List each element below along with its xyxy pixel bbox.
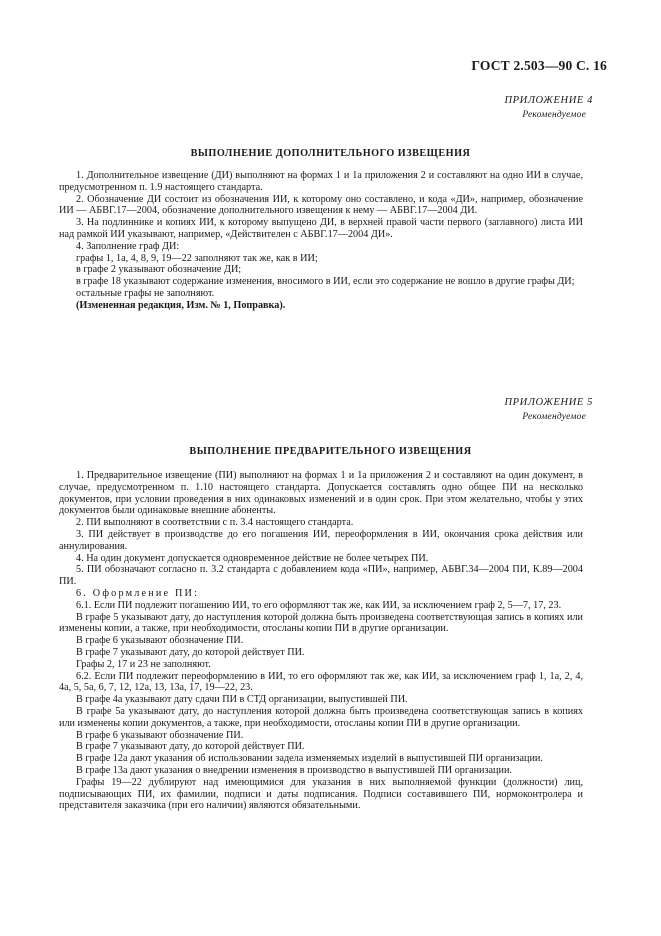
paragraph: 3. ПИ действует в производстве до его погашения ИИ, переоформления в ИИ, окончания срока действия или аннулирования. xyxy=(59,528,583,552)
appendix-5-title: ВЫПОЛНЕНИЕ ПРЕДВАРИТЕЛЬНОГО ИЗВЕЩЕНИЯ xyxy=(189,446,472,457)
paragraph: остальные графы не заполняют. xyxy=(76,287,215,299)
paragraph: В графе 5 указывают дату, до наступления которой должна быть произведена соответствующая запись в копиях или изменены копии, а также, при необходимости, отосланы копии ПИ в другие организации. xyxy=(59,611,583,635)
paragraph: Графы 19—22 дублируют над имеющимися для указания в них выполняемой функции (должности) лиц, подписывающих ПИ, их фамилии, подписи и даты подписания. Подписи составившего ПИ, нормоконтролера и представителя заказчика (при его наличии) являются обязательными. xyxy=(59,776,583,812)
appendix-4-body xyxy=(59,170,583,312)
appendix-4-title: ВЫПОЛНЕНИЕ ДОПОЛНИТЕЛЬНОГО ИЗВЕЩЕНИЯ xyxy=(190,148,471,159)
paragraph: 4. На один документ допускается одновременное действие не более четырех ПИ. xyxy=(76,552,429,564)
appendix-5-body xyxy=(59,470,583,812)
paragraph: 1. Дополнительное извещение (ДИ) выполняют на формах 1 и 1а приложения 2 и составляют на одно ИИ в случае, предусмотренном п. 1.9 настоящего стандарта. xyxy=(59,170,583,193)
appendix-5-recommended: Рекомендуемое xyxy=(522,412,586,422)
appendix-4-recommended: Рекомендуемое xyxy=(522,110,586,120)
paragraph: В графе 6 указывают обозначение ПИ. xyxy=(76,635,244,647)
paragraph: В графе 4а указывают дату сдачи ПИ в СТД организации, выпустившей ПИ. xyxy=(76,694,408,706)
page-header: ГОСТ 2.503—90 С. 16 xyxy=(471,58,607,73)
paragraph: В графе 7 указывают дату, до которой действует ПИ. xyxy=(76,741,305,753)
revision-note: (Измененная редакция, Изм. № 1, Поправка). xyxy=(76,299,286,311)
paragraph: В графе 7 указывают дату, до которой действует ПИ. xyxy=(76,646,305,658)
paragraph: В графе 6 указывают обозначение ПИ. xyxy=(76,729,244,741)
paragraph: 2. ПИ выполняют в соответствии с п. 3.4 настоящего стандарта. xyxy=(76,517,354,529)
appendix-4-label-block xyxy=(504,94,593,122)
paragraph: В графе 5а указывают дату, до наступления которой должна быть произведена соответствующая запись в копиях или изменены копии документов, а также, при необходимости, отосланы копии ПИ в другие организации. xyxy=(59,705,583,729)
paragraph: 1. Предварительное извещение (ПИ) выполняют на формах 1 и 1а приложения 2 и составляют на один документ, в случае, предусмотренном п. 1.10 настоящего стандарта. Допускается составлять одно общее ПИ на несколько документов, при условии проведения в них одинаковых изменений и в один срок. При этом желательно, чтобы у этих документов были одинаковые внешние абоненты. xyxy=(59,470,583,517)
paragraph: В графе 12а дают указания об использовании задела изменяемых изделий в выпустившей ПИ организации. xyxy=(76,753,543,765)
paragraph: в графе 18 указывают содержание изменения, вносимого в ИИ, если это содержание не вошло в другие графы ДИ; xyxy=(76,276,575,288)
paragraph: 6. Оформление ПИ: xyxy=(76,587,200,599)
paragraph: В графе 13а дают указания о внедрении изменения в производство в выпустившей ПИ организации. xyxy=(76,764,512,776)
paragraph: 3. На подлиннике и копиях ИИ, к которому выпущено ДИ, в верхней правой части первого (заглавного) листа ИИ над рамкой ИИ указывают, например, «Действителен с АБВГ.17—2004 ДИ». xyxy=(59,217,583,240)
appendix-5-label: ПРИЛОЖЕНИЕ 5 xyxy=(504,397,593,408)
paragraph: графы 1, 1а, 4, 8, 9, 19—22 заполняют так же, как в ИИ; xyxy=(76,252,318,264)
paragraph: 6.1. Если ПИ подлежит погашению ИИ, то его оформляют так же, как ИИ, за исключением граф 2, 5—7, 17, 23. xyxy=(76,599,562,611)
appendix-5-label-block xyxy=(504,396,593,424)
paragraph: 2. Обозначение ДИ состоит из обозначения ИИ, к которому оно составлено, и кода «ДИ», например, обозначение ИИ — АБВГ.17—2004, обозначение дополнительного извещения к нему — АБВГ.17—2004 ДИ. xyxy=(59,193,583,217)
paragraph: 5. ПИ обозначают согласно п. 3.2 стандарта с добавлением кода «ПИ», например, АБВГ.34—2004 ПИ, К.89—2004 ПИ. xyxy=(59,564,583,588)
paragraph: 4. Заполнение граф ДИ: xyxy=(76,240,180,252)
paragraph: 6.2. Если ПИ подлежит переоформлению в ИИ, то его оформляют так же, как ИИ, за исключением граф 1, 1а, 2, 4, 4а, 5, 5а, 6, 7, 12, 12а, 13, 13а, 17, 19—22, 23. xyxy=(59,670,583,694)
appendix-4-label: ПРИЛОЖЕНИЕ 4 xyxy=(504,95,593,106)
paragraph: Графы 2, 17 и 23 не заполняют. xyxy=(76,658,211,670)
paragraph: в графе 2 указывают обозначение ДИ; xyxy=(76,264,242,276)
